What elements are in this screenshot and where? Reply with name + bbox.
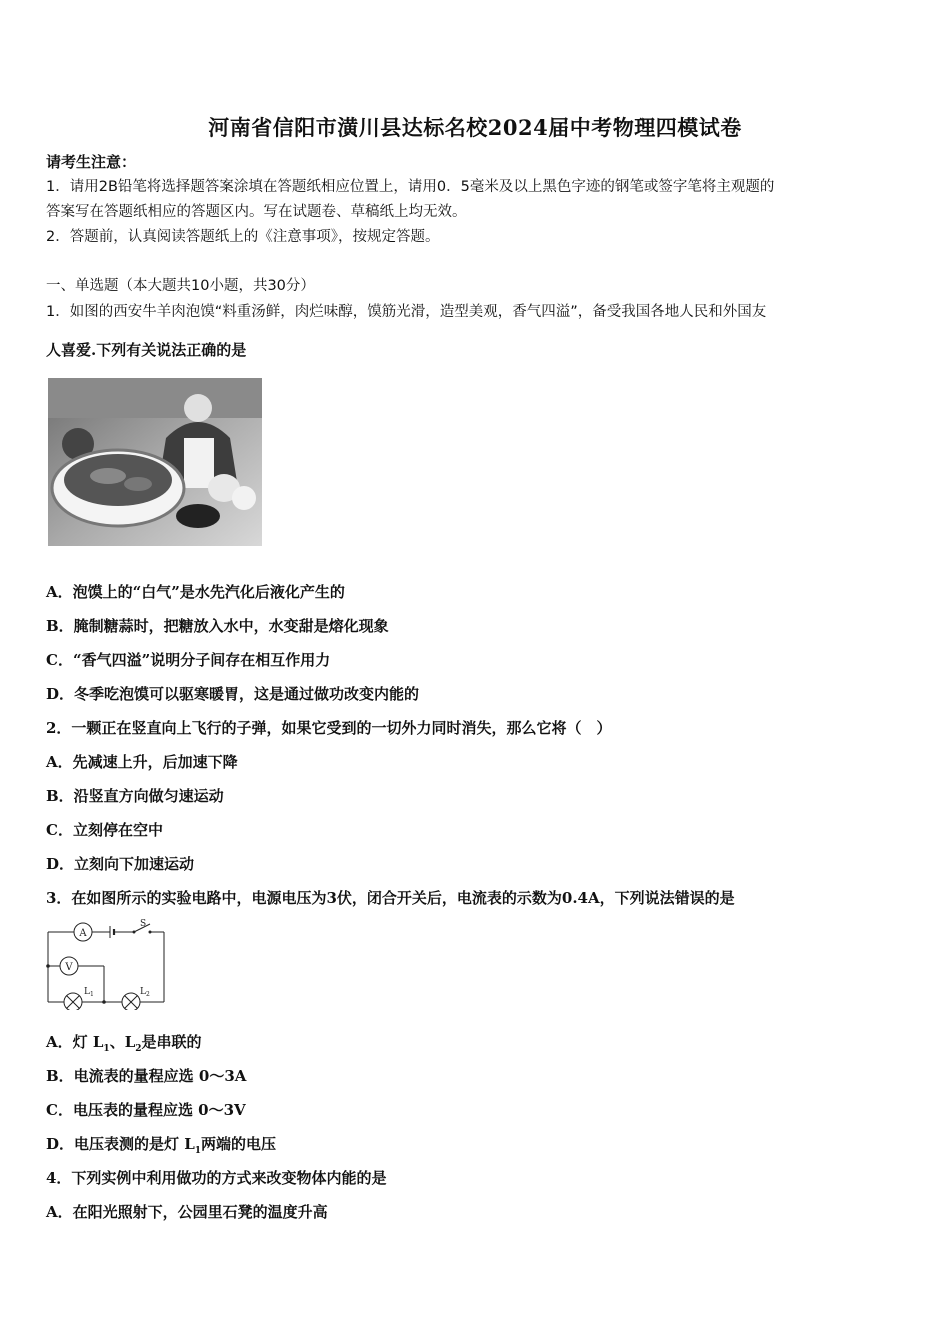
- notice-item-1-line-1: 1．请用2B铅笔将选择题答案涂填在答题纸相应位置上，请用0．5毫米及以上黑色字迹的钢笔或签字笔将主观题的: [46, 179, 775, 195]
- lamp-1-symbol: [64, 987, 94, 1010]
- question-2-stem: 2．一颗正在竖直向上飞行的子弹，如果它受到的一切外力同时消失，那么它将（ ）: [46, 719, 612, 737]
- question-2-option-d: D．立刻向下加速运动: [46, 855, 195, 873]
- lamp-2-label: $L_2$: [140, 987, 150, 998]
- notice-heading: 请考生注意：: [46, 153, 137, 171]
- lamp-1-label: $L_1$: [84, 987, 94, 998]
- question-3-option-d: D．电压表测的是灯 $L_1$两端的电压: [46, 1135, 277, 1156]
- ammeter-symbol: [74, 923, 92, 941]
- question-1-stem-line-1: 1．如图的西安牛羊肉泡馍“料重汤鲜，肉烂味醇，馍筋光滑，造型美观，香气四溢”，备受我国各地人民和外国友: [46, 304, 767, 320]
- page-title: 河南省信阳市潢川县达标名校2024届中考物理四模试卷: [208, 115, 742, 140]
- switch-label: S: [140, 919, 147, 929]
- ammeter-label: A: [79, 928, 87, 939]
- circuit-diagram: [44, 918, 168, 1010]
- question-1-option-d: D．冬季吃泡馍可以驱寒暖胃，这是通过做功改变内能的: [46, 685, 420, 703]
- question-1-option-a: A．泡馍上的“白气”是水先汽化后液化产生的: [46, 583, 345, 601]
- question-3-option-b: B．电流表的量程应选 0～3A: [46, 1067, 247, 1085]
- question-2-option-b: B．沿竖直方向做匀速运动: [46, 787, 224, 805]
- notice-item-1-line-2: 答案写在答题纸相应的答题区内。写在试题卷、草稿纸上均无效。: [46, 204, 467, 220]
- section-heading: 一、单选题（本大题共10小题，共30分）: [46, 278, 315, 294]
- question-4-option-a: A．在阳光照射下，公园里石凳的温度升高: [46, 1203, 328, 1221]
- lamp-2-symbol: [122, 987, 150, 1010]
- voltmeter-symbol: [60, 957, 78, 975]
- voltmeter-label: V: [65, 962, 73, 973]
- notice-item-2: 2．答题前，认真阅读答题纸上的《注意事项》，按规定答题。: [46, 229, 440, 245]
- question-2-option-c: C．立刻停在空中: [46, 821, 163, 839]
- question-3-option-a: A．灯 $L_1$、$L_2$是串联的: [46, 1033, 202, 1054]
- question-1-option-b: B．腌制糖蒜时，把糖放入水中，水变甜是熔化现象: [46, 617, 389, 635]
- question-3-stem: 3．在如图所示的实验电路中，电源电压为3伏，闭合开关后，电流表的示数为0.4A，下列说法错误的是: [46, 889, 735, 907]
- question-4-stem: 4．下列实例中利用做功的方式来改变物体内能的是: [46, 1169, 387, 1187]
- paomo-food-photo: [48, 378, 262, 546]
- question-2-option-a: A．先减速上升，后加速下降: [46, 753, 238, 771]
- question-1-option-c: C．“香气四溢”说明分子间存在相互作用力: [46, 651, 331, 669]
- question-3-option-c: C．电压表的量程应选 0～3V: [46, 1101, 246, 1119]
- question-1-stem-line-2: 人喜爱.下列有关说法正确的是: [46, 341, 247, 359]
